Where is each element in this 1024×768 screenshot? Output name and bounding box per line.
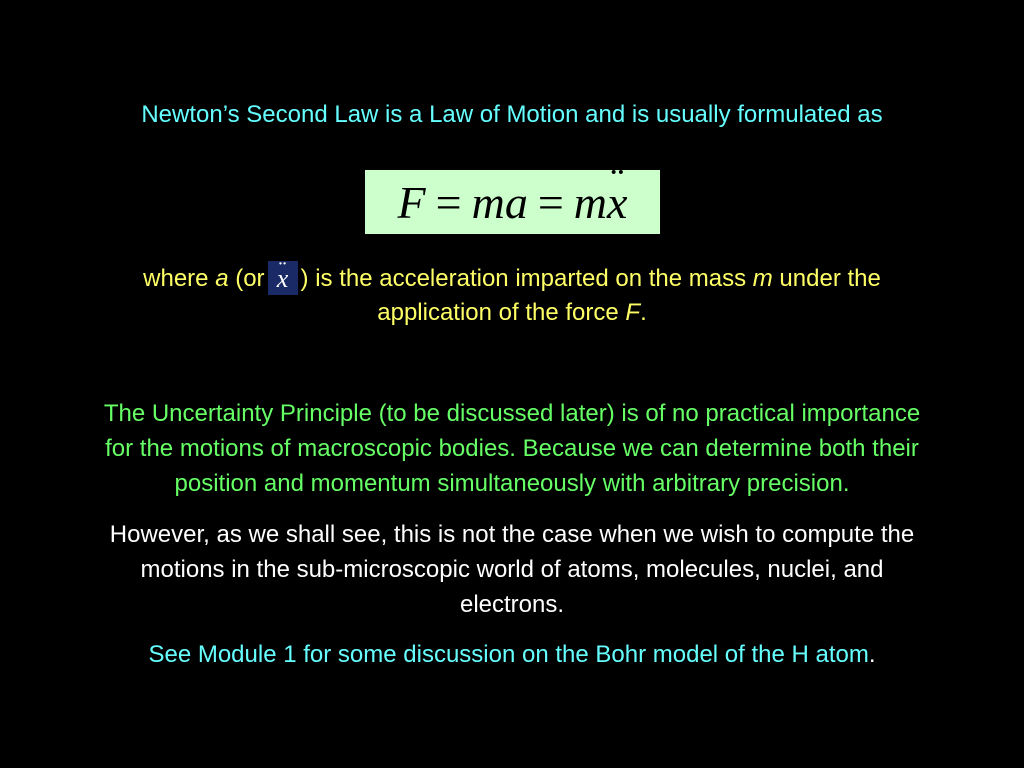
module-line bbox=[0, 638, 1024, 672]
however-line-1: However, as we shall see, this is not the case when we wish to compute the bbox=[109, 521, 915, 548]
however-line-3: electrons. bbox=[459, 591, 565, 618]
where-line-1 bbox=[0, 262, 1024, 297]
where-text-6: . bbox=[640, 299, 647, 326]
uncertainty-line-2: for the motions of macroscopic bodies. Because we can determine both their bbox=[105, 435, 919, 462]
however-line-2: motions in the sub-microscopic world of atoms, molecules, nuclei, and bbox=[140, 556, 884, 583]
where-text-3: ) is the acceleration imparted on the mass bbox=[300, 265, 753, 292]
where-text-2: (or bbox=[228, 265, 265, 292]
formula-ma: ma bbox=[471, 176, 528, 228]
module-period: . bbox=[868, 641, 876, 668]
formula-x-double-dot: ¨ x bbox=[607, 176, 627, 229]
formula-equals-2: = bbox=[537, 176, 564, 228]
where-text-4: under the bbox=[772, 265, 881, 292]
inline-x-double-dot: ¨ x bbox=[277, 261, 289, 297]
module-link-text[interactable]: See Module 1 for some discussion on the Bohr model of the H atom bbox=[148, 641, 869, 668]
where-m: m bbox=[752, 265, 773, 292]
intro-text: Newton’s Second Law is a Law of Motion and is usually formulated as bbox=[141, 101, 883, 128]
x-double-dot-box bbox=[268, 261, 298, 295]
where-a: a bbox=[215, 265, 229, 292]
formula-box bbox=[365, 170, 660, 234]
where-text-5: application of the force bbox=[377, 299, 626, 326]
formula-force: F bbox=[397, 176, 426, 228]
where-line-2 bbox=[0, 296, 1024, 330]
where-F: F bbox=[625, 299, 641, 326]
formula-m: m bbox=[573, 176, 608, 228]
uncertainty-line-3: position and momentum simultaneously with arbitrary precision. bbox=[174, 470, 850, 497]
uncertainty-line-1: The Uncertainty Principle (to be discussed later) is of no practical importance bbox=[103, 400, 921, 427]
where-text-1: where bbox=[143, 265, 216, 292]
formula-equals-1: = bbox=[435, 176, 462, 228]
